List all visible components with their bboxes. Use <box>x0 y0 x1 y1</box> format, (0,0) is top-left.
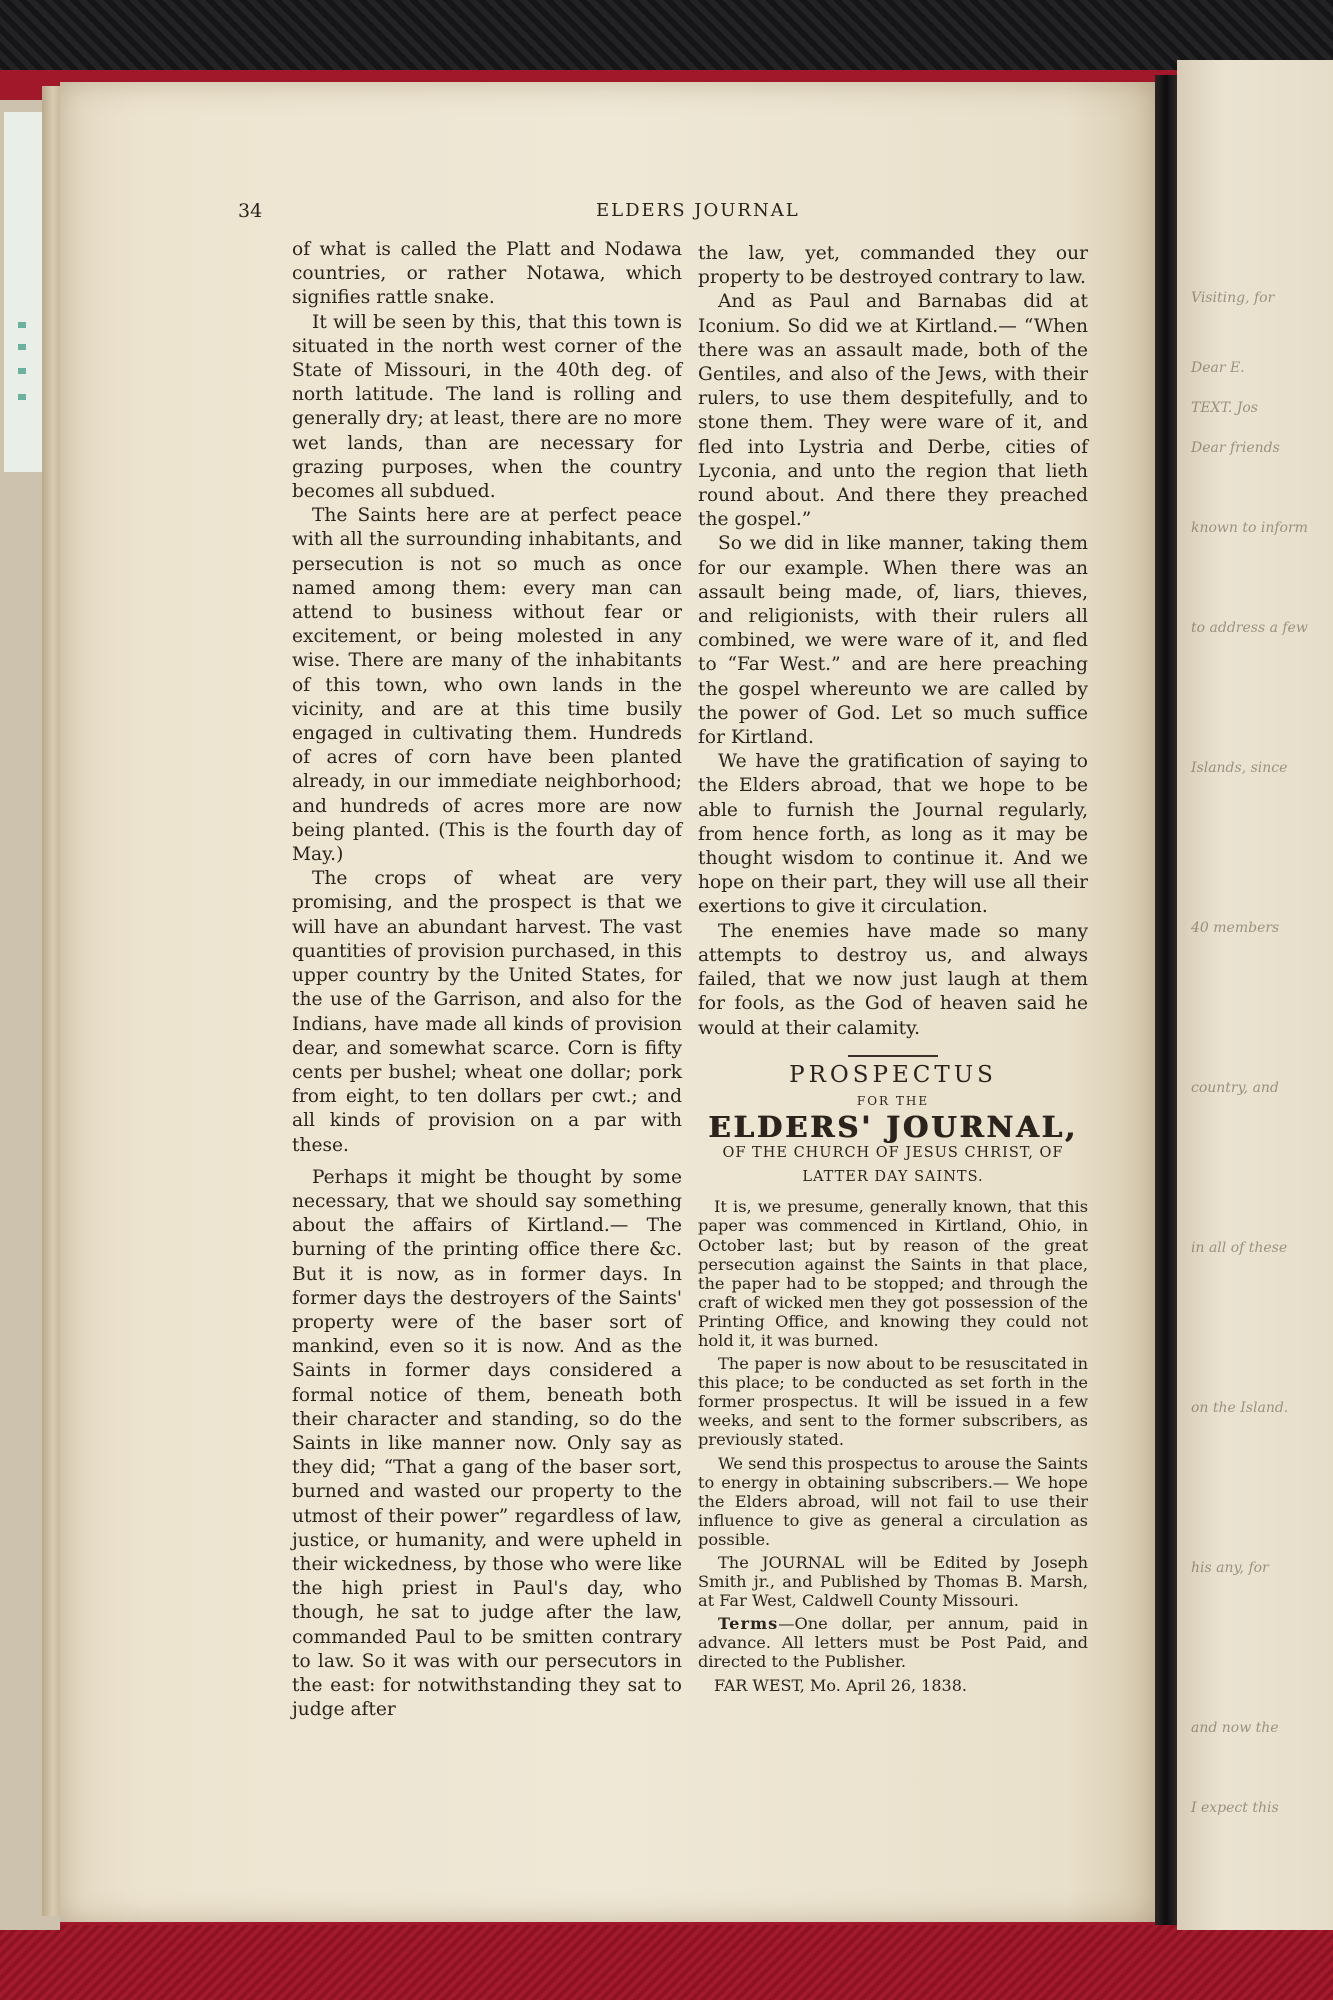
prospectus-for-the: FOR THE <box>856 1093 930 1108</box>
paragraph: the law, yet, commanded they our property to be destroyed contrary to law. <box>698 243 1088 289</box>
paragraph: And as Paul and Barnabas did at Iconium. So did we at Kirtland.— “When there was an assault made, both of the Gentiles, and also of the Jews, with their rulers, to use them despitefully, and to stone them. They were ware of it, and fled into Lystria and Derbe, cities of Lyconia, and unto the region that lieth round about. And there they preached the gospel.” <box>698 291 1088 531</box>
prospectus-title: PROSPECTUS <box>789 1061 997 1088</box>
right-column <box>698 242 1088 1695</box>
prospectus-paragraph: The paper is now about to be resuscitated in this place; to be conducted as set forth in the former prospectus. It will be issued in a few weeks, and sent to the former subscribers, as previously stated. <box>698 1354 1088 1450</box>
book-cover-bottom <box>0 1925 1333 2000</box>
paragraph: of what is called the Platt and Nodawa countries, or rather Notawa, which signifies rattle snake. <box>292 239 682 309</box>
church-line: OF THE CHURCH OF JESUS CHRIST, OF LATTER DAY SAINTS. <box>722 1145 1064 1186</box>
prospectus-heading <box>698 1063 1088 1190</box>
terms-label: Terms <box>718 1614 779 1634</box>
paragraph: The crops of wheat are very promising, and the prospect is that we will have an abundant harvest. The vast quantities of provision purchased, in this upper country by the United States, for the use of the Garrison, and also for the Indians, have made all kinds of provision dear, and somewhat scarce. Corn is fifty cents per bushel; wheat one dollar; pork from eight, to ten dollars per cwt.; and all kinds of provision on a par with these. <box>292 868 682 1156</box>
page-number: 34 <box>238 200 263 222</box>
running-head: ELDERS JOURNAL <box>596 200 800 221</box>
dateline: FAR WEST, Mo. April 26, 1838. <box>714 1675 967 1695</box>
paragraph: We have the gratification of saying to the Elders abroad, that we hope to be able to furnish the Journal regularly, from hence forth, as long as it may be thought wisdom to continue it. And we hope on their part, they will use all their exertions to give it circulation. <box>698 751 1088 918</box>
paragraph: It will be seen by this, that this town is situated in the north west corner of the State of Missouri, in the 40th deg. of north latitude. The land is rolling and generally dry; at least, there are no more wet lands, than are necessary for grazing purposes, when the country becomes all subdued. <box>292 311 682 503</box>
book-gutter <box>1155 75 1177 1925</box>
endpaper-label-strip <box>4 112 44 472</box>
left-column <box>292 238 682 1722</box>
paragraph: So we did in like manner, taking them for our example. When there was an assault being made, of, liars, thieves, and religionists, with their rulers all combined, we were ware of it, and fled to “Far West.” and are here preaching the gospel whereunto we are called by the power of God. Let so much suffice for Kirtland. <box>698 533 1088 749</box>
section-divider <box>848 1055 938 1057</box>
paragraph: Perhaps it might be thought by some necessary, that we should say something about the affairs of Kirtland.— The burning of the printing office there &c. But it is now, as in former days. In former days the destroyers of the Saints' property were of the baser sort of mankind, even so it is now. And as the Saints in former days considered a formal notice of them, beneath both their character and standing, so do the Saints in like manner now. Only say as they did; “That a gang of the baser sort, burned and wasted our property to the utmost of their power” regardless of law, justice, or humanity, and were upheld in their wickedness, by those who were like the high priest in Paul's day, who though, he sat to judge after the law, commanded Paul to be smitten contrary to law. So it was with our persecutors in the east: for notwithstanding they sat to judge after <box>292 1166 682 1721</box>
prospectus-paragraph: We send this prospectus to arouse the Saints to energy in obtaining subscribers.— We hope the Elders abroad, will not fail to use their influence to give as general a circulation as possible. <box>698 1453 1088 1549</box>
prospectus-body <box>698 1197 1088 1694</box>
facing-page-edge: Visiting, for Dear E. TEXT. Jos Dear friends known to inform to address a few Islands, since 40 members country, and in all of these on the Island. his any, for and now the I expect this <box>1177 60 1333 1930</box>
terms-paragraph <box>698 1614 1088 1671</box>
prospectus-paragraph: It is, we presume, generally known, that this paper was commenced in Kirtland, Ohio, in October last; but by reason of the great persecution against the Saints in that place, the paper had to be stopped; and through the craft of wicked men they got possession of the Printing Office, and knowing they could not hold it, it was burned. <box>698 1197 1088 1350</box>
paper-name: ELDERS' JOURNAL, <box>708 1110 1078 1145</box>
prospectus-paragraph: The JOURNAL will be Edited by Joseph Smith jr., and Published by Thomas B. Marsh, at Far West, Caldwell County Missouri. <box>698 1553 1088 1611</box>
terms-text: —One dollar, per annum, paid in advance. All letters must be Post Paid, and directed to the Publisher. <box>698 1614 1088 1672</box>
book-background-top <box>0 0 1333 75</box>
paragraph: The Saints here are at perfect peace with all the surrounding inhabitants, and persecution is not so much as once named among them: every man can attend to business without fear or excitement, or being molested in any wise. There are many of the inhabitants of this town, who own lands in the vicinity, and are at this time busily engaged in cultivating them. Hundreds of acres of corn have been planted already, in our immediate neighborhood; and hundreds of acres more are now being planted. (This is the fourth day of May.) <box>292 505 682 866</box>
paragraph: The enemies have made so many attempts to destroy us, and always failed, that we now just laugh at them for fools, as the God of heaven said he would at their calamity. <box>698 920 1088 1039</box>
